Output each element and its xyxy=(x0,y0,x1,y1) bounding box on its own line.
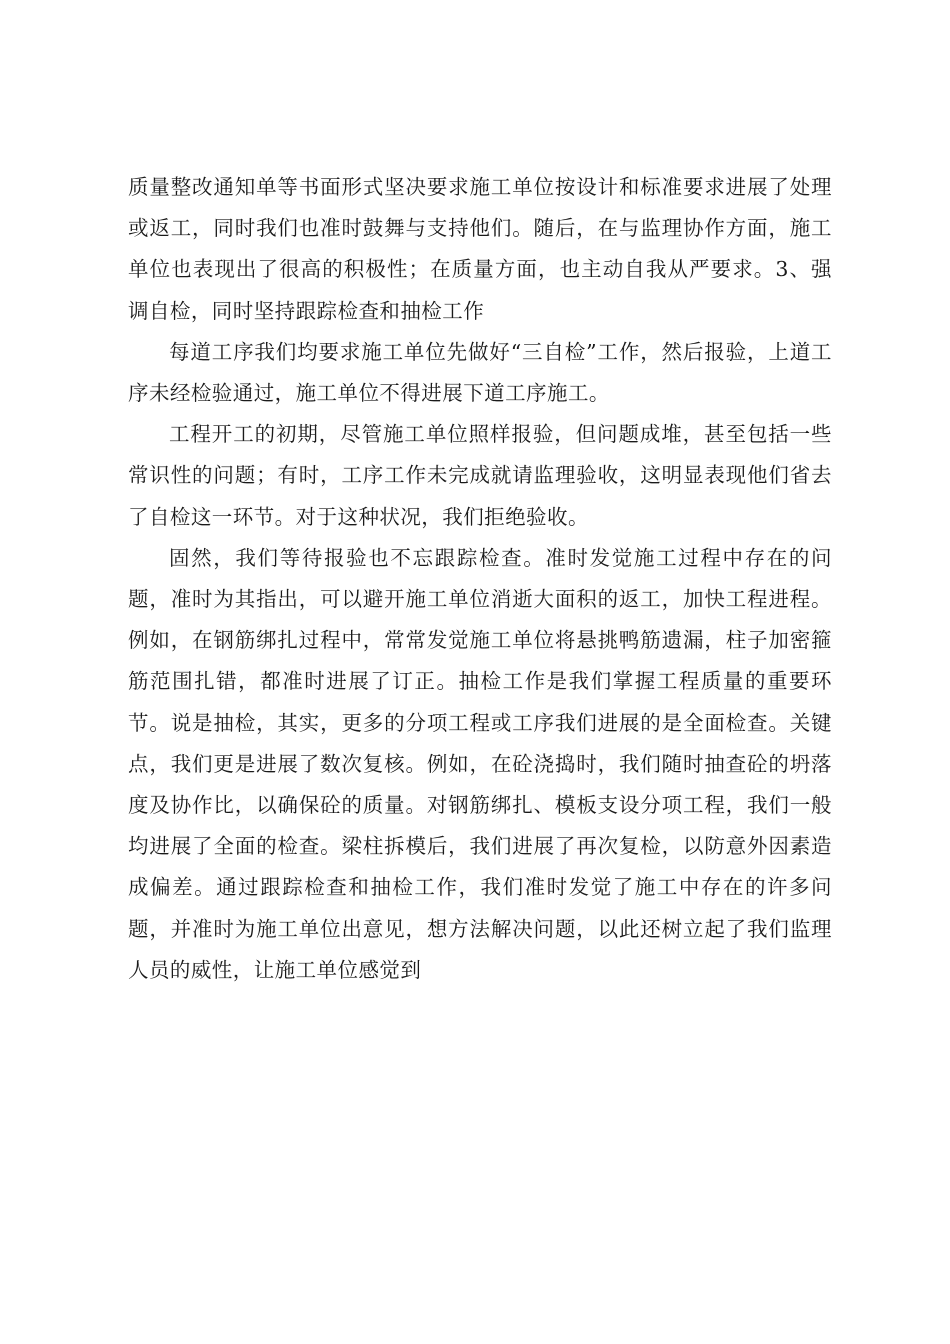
document-body xyxy=(128,167,832,991)
paragraph-early-stage: 工程开工的初期，尽管施工单位照样报验，但问题成堆，甚至包括一些常识性的问题；有时，工序工作未完成就请监理验收，这明显表现他们省去了自检这一环节。对于这种状况，我们拒绝验收。 xyxy=(128,422,832,529)
paragraph-self-inspection: 每道工序我们均要求施工单位先做好“三自检”工作，然后报验，上道工序未经检验通过，施工单位不得进展下道工序施工。 xyxy=(128,339,832,406)
paragraph-continuation: 质量整改通知单等书面形式坚决要求施工单位按设计和标准要求进展了处理或返工，同时我们也准时鼓舞与支持他们。随后，在与监理协作方面，施工单位也表现出了很高的积极性；在质量方面，也主动自我从严要求。3、强调自检，同时坚持跟踪检查和抽检工作 xyxy=(128,175,832,323)
paragraph-tracking-inspection: 固然，我们等待报验也不忘跟踪检查。准时发觉施工过程中存在的问题，准时为其指出，可以避开施工单位消逝大面积的返工，加快工程进程。例如，在钢筋绑扎过程中，常常发觉施工单位将悬挑鸭筋遗漏，柱子加密箍筋范围扎错，都准时进展了订正。抽检工作是我们掌握工程质量的重要环节。说是抽检，其实，更多的分项工程或工序我们进展的是全面检查。关键点，我们更是进展了数次复核。例如，在砼浇捣时，我们随时抽查砼的坍落度及协作比，以确保砼的质量。对钢筋绑扎、模板支设分项工程，我们一般均进展了全面的检查。梁柱拆模后，我们进展了再次复检，以防意外因素造成偏差。通过跟踪检查和抽检工作，我们准时发觉了施工中存在的许多问题，并准时为施工单位出意见，想方法解决问题，以此还树立起了我们监理人员的威性，让施工单位感觉到 xyxy=(128,545,832,982)
